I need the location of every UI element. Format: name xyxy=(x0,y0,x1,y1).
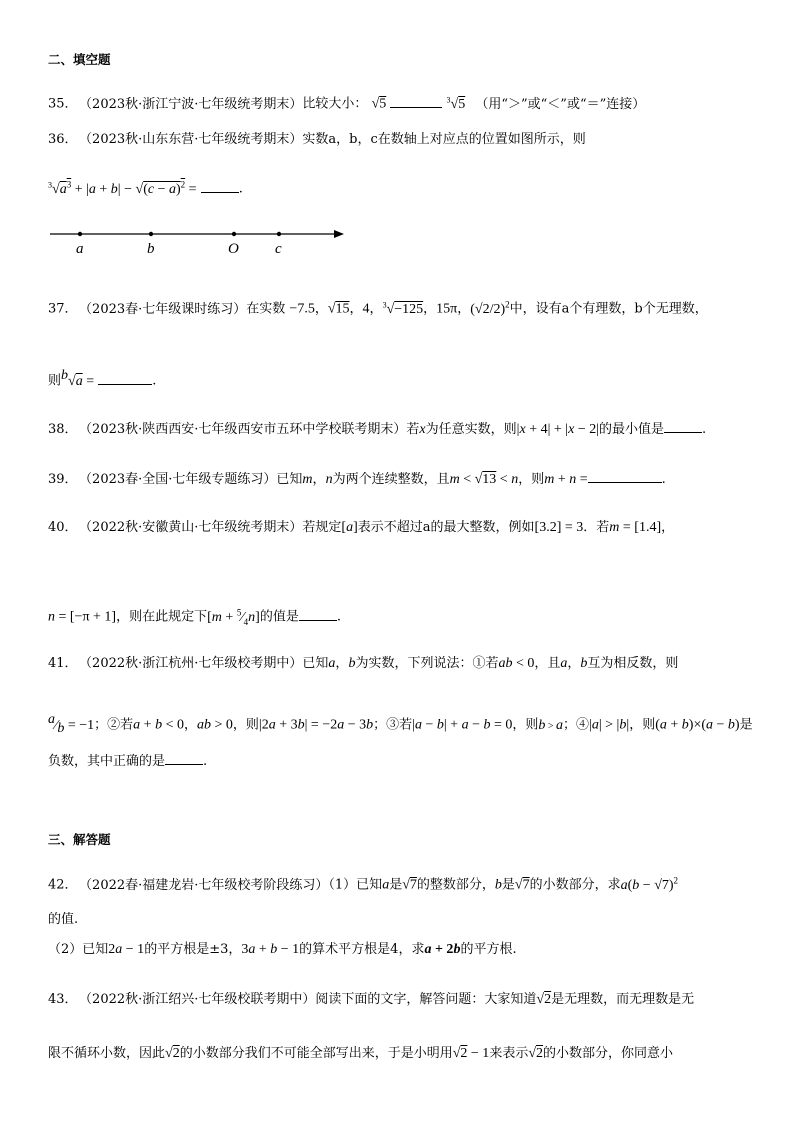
question-number: 35． xyxy=(48,96,78,112)
question-43: 43． （2022秋·浙江绍兴·七年级校联考期中）阅读下面的文字，解答问题：大家知道√2是无理数，而无理数是无 xyxy=(48,992,695,1007)
point-c xyxy=(277,232,281,236)
question-source: （2022秋·浙江绍兴·七年级校联考期中） xyxy=(85,992,316,1007)
question-39: 39． （2023春·全国·七年级专题练习）已知m，n为两个连续整数，且m < √13 < n，则m + n = . xyxy=(48,472,666,487)
question-source: （2022春·福建龙岩·七年级校考阶段练习） xyxy=(85,877,329,893)
axis-arrow xyxy=(334,230,344,238)
math-frac-sqrt2-over2-squared: $(√2/2)^2$ xyxy=(470,299,510,317)
math-sqrt5: √5 xyxy=(371,96,387,112)
section-title-answer: 三、解答题 xyxy=(48,832,111,847)
label-c: c xyxy=(275,241,282,257)
label-b: b xyxy=(147,241,155,257)
math-floor-expression: $[m + ^5⁄_4n]$ xyxy=(207,607,260,627)
q42-line2: 的值. xyxy=(48,912,79,927)
answer-blank[interactable] xyxy=(201,180,239,193)
question-number: 43． xyxy=(48,992,78,1007)
q36-expression: $^3√a^3 + |a + b| - √(c - a)^2$ = . xyxy=(48,179,243,197)
item-neg7.5: −7.5 xyxy=(289,301,315,317)
answer-blank[interactable] xyxy=(588,470,662,483)
q37-answer-line: 则$^b$√a = . xyxy=(48,368,157,389)
question-source: （2023春·七年级课时练习） xyxy=(85,301,247,317)
answer-blank[interactable] xyxy=(390,95,442,108)
question-37: 37． （2023春·七年级课时练习）在实数 −7.5，√15，4，$^3$√−125，15π，$(√2/2)^2$中，设有a个有理数，b个无理数， xyxy=(48,299,708,317)
math-cuberoot-neg125: $^3$√−125 xyxy=(382,300,424,317)
question-38: 38． （2023秋·陕西西安·七年级西安市五环中学校联考期末）若x为任意实数，则|x + 4| + |x − 2|的最小值是 . xyxy=(48,422,707,437)
math-example: [3.2] = 3 xyxy=(534,520,584,535)
question-source: （2023春·全国·七年级专题练习） xyxy=(85,472,277,487)
number-line xyxy=(48,222,348,258)
q40-line2: n = [−π + 1]，则在此规定下$[m + ^5⁄_4n]$的值是 . xyxy=(48,607,341,627)
question-source: （2023秋·浙江宁波·七年级统考期末） xyxy=(85,96,303,112)
point-b xyxy=(149,232,153,236)
q43-line2: 限不循环小数，因此√2的小数部分我们不可能全部写出来，于是小明用√2 − 1来表示√2的小数部分，你同意小 xyxy=(48,1046,674,1061)
question-source: （2022秋·浙江杭州·七年级校考期中） xyxy=(85,656,303,671)
question-36: 36． （2023秋·山东东营·七年级统考期末）实数a，b，c在数轴上对应点的位置如图所示，则 xyxy=(48,132,586,147)
q42-part2: （2）已知2a − 1的平方根是±3，3a + b − 1的算术平方根是4，求a + 2b的平方根. xyxy=(48,942,517,957)
math-m-def: m = [1.4] xyxy=(609,520,662,535)
question-source: （2023秋·陕西西安·七年级西安市五环中学校联考期末） xyxy=(85,422,407,437)
math-floor-a: [a] xyxy=(341,520,358,535)
math-sqrt15: √15 xyxy=(327,301,350,317)
math-cuberoot5: $^3$√5 xyxy=(446,95,466,112)
item-4: 4 xyxy=(362,301,370,317)
label-a: a xyxy=(76,241,84,257)
question-number: 42． xyxy=(48,877,78,893)
question-40: 40． （2022秋·安徽黄山·七年级统考期末）若规定[a]表示不超过a的最大整数，例如[3.2] = 3．若m = [1.4]， xyxy=(48,520,675,535)
math-abs-sum: |x + 4| + |x − 2| xyxy=(516,422,600,437)
q41-line2: $^a⁄_b = -1$；②若a + b < 0，ab > 0，则|2a + 3b| = −2a − 3b；③若|a − b| + a − b = 0，则b > a；④|a| > |b|，则(a + b)×(a − b)是 xyxy=(48,712,753,737)
section-title-fill: 二、填空题 xyxy=(48,52,111,67)
answer-blank[interactable] xyxy=(299,608,337,621)
math-bth-root-a: $^b$√a = xyxy=(61,368,95,389)
math-expression: $^3√a^3 + |a + b| - √(c - a)^2$ = xyxy=(48,179,197,197)
question-number: 40． xyxy=(48,520,78,535)
question-number: 41． xyxy=(48,656,78,671)
math-inequality: m < √13 < n xyxy=(449,472,519,487)
question-number: 37． xyxy=(48,301,78,317)
answer-blank[interactable] xyxy=(98,372,152,385)
item-15pi: 15π xyxy=(436,301,458,317)
label-O: O xyxy=(228,241,239,257)
answer-blank[interactable] xyxy=(165,752,203,765)
question-number: 38． xyxy=(48,422,78,437)
point-O xyxy=(232,232,236,236)
q41-line3: 负数，其中正确的是 . xyxy=(48,754,208,769)
question-42: 42． （2022春·福建龙岩·七年级校考阶段练习）（1）已知a是√7的整数部分，b是√7的小数部分，求$a(b - √7)^2$ xyxy=(48,875,679,893)
question-35: 35． （2023秋·浙江宁波·七年级统考期末）比较大小： √5 $^3$√5 （用“＞”或“＜”或“＝”连接） xyxy=(48,95,646,112)
question-source: （2022秋·安徽黄山·七年级统考期末） xyxy=(85,520,303,535)
question-41: 41． （2022秋·浙江杭州·七年级校考期中）已知a，b为实数，下列说法：①若ab < 0，且a，b互为相反数，则 xyxy=(48,656,679,671)
math-n-def: n = [−π + 1] xyxy=(48,609,117,625)
question-number: 36． xyxy=(48,132,78,147)
point-a xyxy=(78,232,82,236)
question-number: 39． xyxy=(48,472,78,487)
question-source: （2023秋·山东东营·七年级统考期末） xyxy=(85,132,303,147)
answer-blank[interactable] xyxy=(664,420,702,433)
